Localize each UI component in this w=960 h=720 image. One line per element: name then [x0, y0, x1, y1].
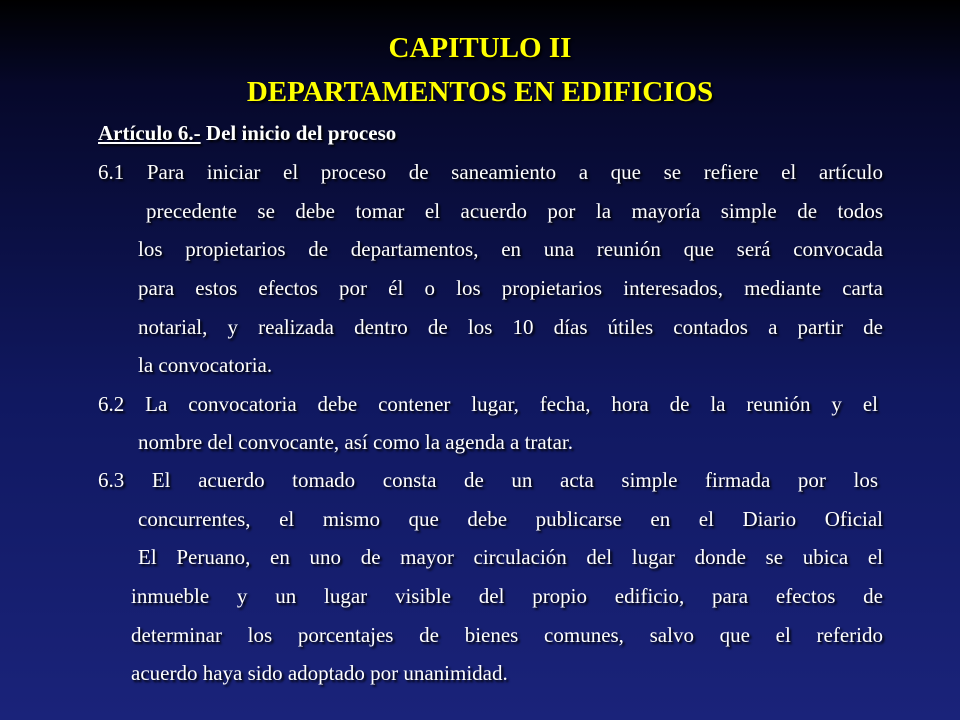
article-title: Del inicio del proceso	[200, 121, 397, 145]
paragraph-6-1-line-5: notarial, y realizada dentro de los 10 días útiles contados a partir de	[138, 315, 883, 339]
article-label: Artículo 6.-	[98, 121, 201, 145]
paragraph-6-3-line-4: inmueble y un lugar visible del propio edificio, para efectos de	[131, 584, 883, 608]
chapter-subtitle: DEPARTAMENTOS EN EDIFICIOS	[246, 76, 714, 108]
paragraph-6-3-line-3: El Peruano, en uno de mayor circulación del lugar donde se ubica el	[138, 545, 883, 569]
paragraph-6-3-line-6: acuerdo haya sido adoptado por unanimidad.	[131, 661, 508, 685]
paragraph-6-1-line-4: para estos efectos por él o los propietarios interesados, mediante carta	[138, 276, 883, 300]
chapter-title: CAPITULO II	[388, 32, 572, 64]
paragraph-6-3-line-5: determinar los porcentajes de bienes comunes, salvo que el referido	[131, 623, 883, 647]
paragraph-6-1-line-6: la convocatoria.	[138, 353, 273, 377]
paragraph-6-3-line-2: concurrentes, el mismo que debe publicarse en el Diario Oficial	[138, 507, 883, 531]
article-heading	[98, 115, 396, 152]
paragraph-6-1-line-1: 6.1 Para iniciar el proceso de saneamiento a que se refiere el artículo	[98, 160, 883, 184]
paragraph-6-3-line-1: 6.3 El acuerdo tomado consta de un acta simple firmada por los	[98, 468, 878, 492]
paragraph-6-1-line-3: los propietarios de departamentos, en una reunión que será convocada	[138, 237, 883, 261]
paragraph-6-1-line-2: precedente se debe tomar el acuerdo por la mayoría simple de todos	[146, 199, 883, 223]
paragraph-6-2-line-2: nombre del convocante, así como la agenda a tratar.	[138, 430, 573, 454]
paragraph-6-2-line-1: 6.2 La convocatoria debe contener lugar, fecha, hora de la reunión y el	[98, 392, 878, 416]
